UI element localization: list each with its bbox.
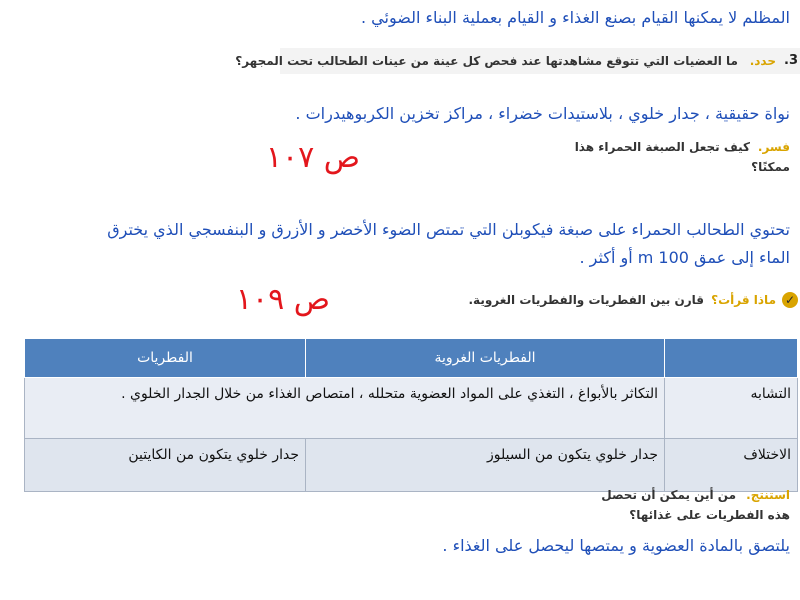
page-reference-107: ص ١٠٧ [265, 140, 360, 175]
table-header-row [25, 339, 798, 378]
infer-line-1: من أين يمكن أن تحصل [601, 488, 736, 502]
table-row [25, 439, 798, 492]
row-label-similarity: التشابه [665, 378, 798, 439]
row-label-difference: الاختلاف [665, 439, 798, 492]
question-3-label: حدد. [749, 54, 776, 68]
what-read-question [448, 290, 798, 314]
difference-fungi: جدار خلوي يتكون من الكايتين [25, 439, 306, 492]
answer-3-line-2: الماء إلى عمق 100 m أو أكثر . [579, 248, 790, 267]
infer-line-2: هذه الفطريات على غذائها؟ [629, 508, 790, 522]
explain-line-2: ممكنًا؟ [751, 160, 790, 174]
header-fungi: الفطريات [25, 339, 306, 378]
answer-2-text: نواة حقيقية ، جدار خلوي ، بلاستيدات خضراء ، مراكز تخزين الكربوهيدرات . [295, 104, 790, 123]
question-3-number: 3. [784, 53, 798, 68]
infer-label: استنتج. [746, 488, 790, 502]
header-empty [665, 339, 798, 378]
infer-question [570, 488, 790, 532]
question-3-text: ما العضيات التي تتوقع مشاهدتها عند فحص كل عينة من عينات الطحالب تحت المجهر؟ [235, 54, 738, 68]
page-reference-109: ص ١٠٩ [235, 282, 330, 317]
similarity-text: التكاثر بالأبواغ ، التغذي على المواد العضوية متحلله ، امتصاص الغذاء من خلال الجدار الخلوي . [25, 378, 665, 439]
difference-slime-molds: جدار خلوي يتكون من السيلوز [306, 439, 665, 492]
check-badge-icon: ✓ [782, 292, 798, 308]
answer-1-text: المظلم لا يمكنها القيام بصنع الغذاء و القيام بعملية البناء الضوئي . [360, 8, 790, 27]
what-read-label: ماذا قرأت؟ [711, 293, 776, 307]
what-read-text: قارن بين الفطريات والفطريات الغروية. [468, 293, 704, 307]
question-3-strip [235, 48, 800, 74]
header-slime-molds: الفطريات الغروية [306, 339, 665, 378]
explain-question [560, 138, 790, 184]
explain-line-1: كيف تجعل الصبغة الحمراء هذا [574, 140, 750, 154]
explain-label: فسر. [757, 140, 790, 154]
answer-3-line-1: تحتوي الطحالب الحمراء على صبغة فيكوبلن التي تمتص الضوء الأخضر و الأزرق و البنفسجي الذي يخترق [107, 220, 790, 239]
answer-4-text: يلتصق بالمادة العضوية و يمتصها ليحصل على الغذاء . [442, 536, 790, 555]
comparison-table [24, 338, 798, 492]
table-row [25, 378, 798, 439]
